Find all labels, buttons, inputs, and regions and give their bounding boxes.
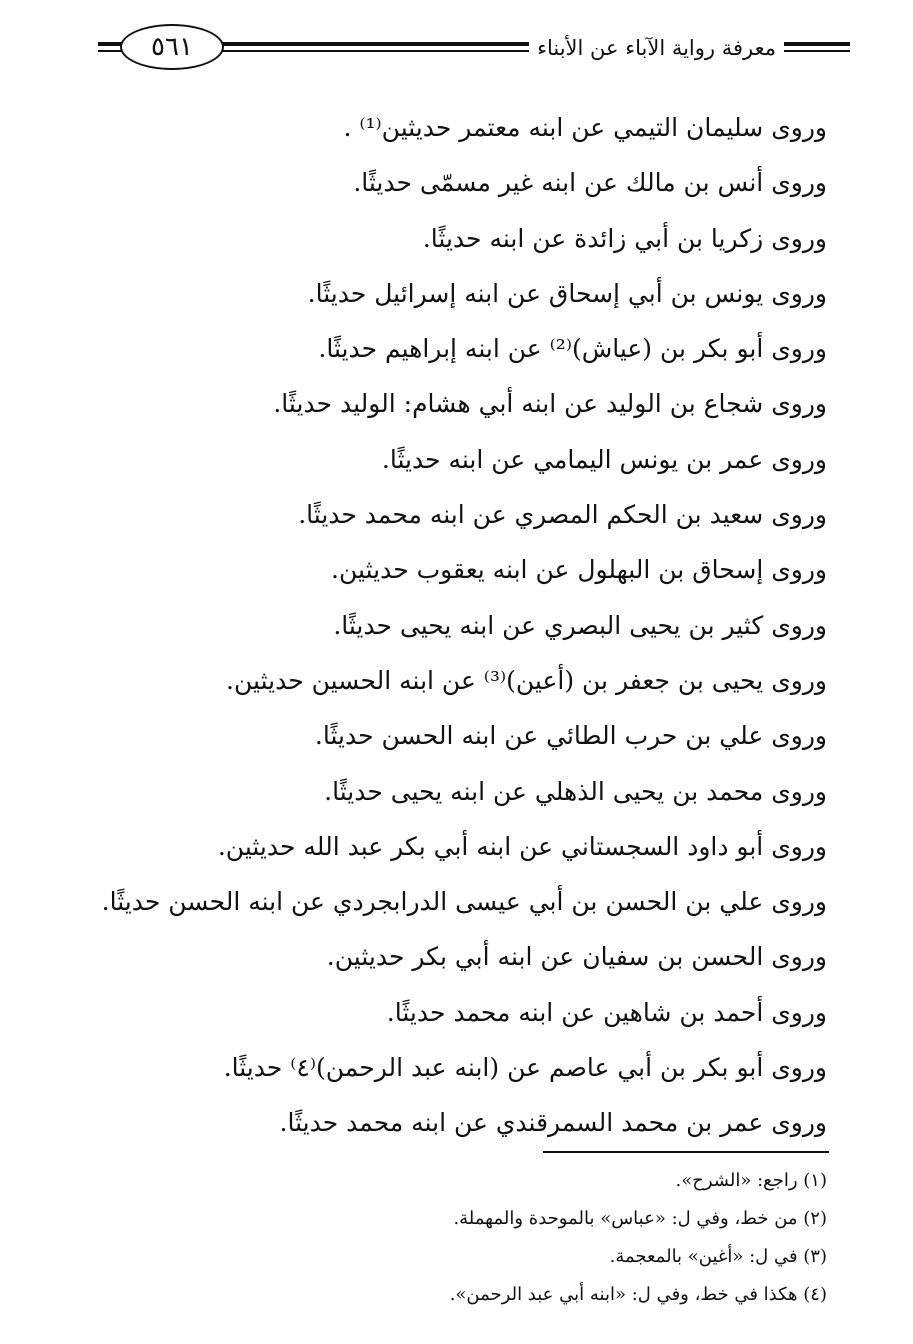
running-title: معرفة رواية الآباء عن الأبناء [529,36,784,60]
text-line: وروى كثير بن يحيى البصري عن ابنه يحيى حديثًا. [333,610,827,640]
text-line: وروى أحمد بن شاهين عن ابنه محمد حديثًا. [386,997,827,1027]
text-line: وروى محمد بن يحيى الذهلي عن ابنه يحيى حديثًا. [324,776,827,806]
text-line: وروى الحسن بن سفيان عن ابنه أبي بكر حديثين. [326,942,827,972]
footnote: (٣) في ل: «أغين» بالمعجمة. [609,1246,827,1267]
text-line: وروى سليمان التيمي عن ابنه معتمر حديثين⁽¹⁾ . [343,113,827,142]
main-text [101,100,827,1151]
text-line: وروى زكريا بن أبي زائدة عن ابنه حديثًا. [422,223,827,253]
footnote-separator [543,1151,829,1153]
page-number-oval [120,24,224,70]
text-line: وروى عمر بن محمد السمرقندي عن ابنه محمد حديثًا. [279,1108,827,1138]
footnote: (١) راجع: «الشرح». [675,1170,827,1191]
footnotes [127,1162,827,1314]
page-header [98,18,850,78]
footnote: (٢) من خط، وفي ل: «عباس» بالموحدة والمهملة. [453,1208,827,1229]
text-line: وروى يحيى بن جعفر بن (أعين)⁽³⁾ عن ابنه الحسين حديثين. [226,665,827,695]
footnote: (٤) هكذا في خط، وفي ل: «ابنه أبي عبد الرحمن». [449,1284,827,1305]
text-line: وروى أبو بكر بن أبي عاصم عن (ابنه عبد الرحمن)⁽٤⁾ حديثًا. [223,1053,827,1083]
text-line: وروى علي بن الحسن بن أبي عيسى الدرابجردي عن ابنه الحسن حديثًا. [101,887,827,917]
text-line: وروى أبو داود السجستاني عن ابنه أبي بكر عبد الله حديثين. [217,831,827,861]
text-line: وروى سعيد بن الحكم المصري عن ابنه محمد حديثًا. [298,500,827,530]
text-line: وروى أبو بكر بن (عياش)⁽²⁾ عن ابنه إبراهيم حديثًا. [318,334,827,364]
page-number: ٥٦١ [151,32,193,62]
text-line: وروى إسحاق بن البهلول عن ابنه يعقوب حديثين. [331,555,827,585]
text-line: وروى أنس بن مالك عن ابنه غير مسمّى حديثًا. [353,168,827,198]
text-line: وروى علي بن حرب الطائي عن ابنه الحسن حديثًا. [314,721,827,751]
text-line: وروى يونس بن أبي إسحاق عن ابنه إسرائيل حديثًا. [307,278,827,308]
text-line: وروى شجاع بن الوليد عن ابنه أبي هشام: الوليد حديثًا. [273,389,827,419]
text-line: وروى عمر بن يونس اليمامي عن ابنه حديثًا. [381,444,827,474]
